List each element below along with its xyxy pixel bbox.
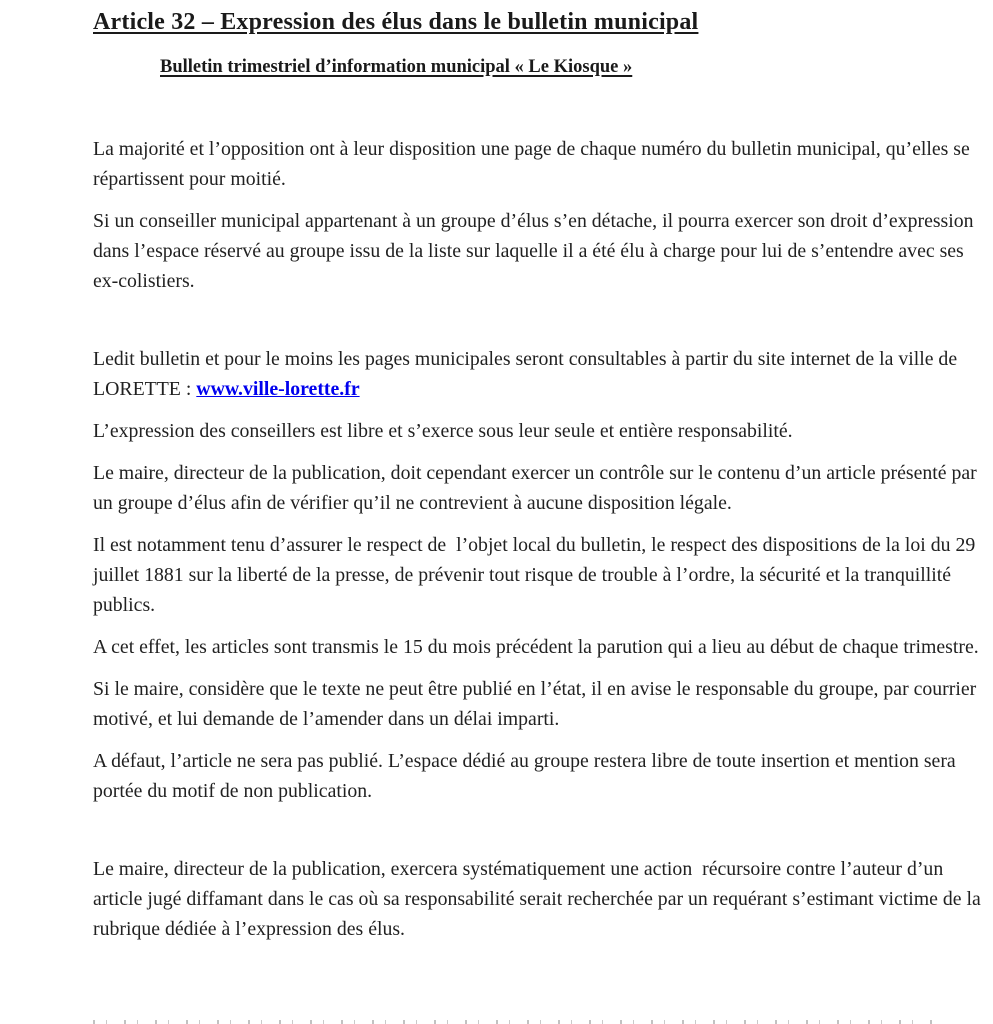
clipped-text-remnant	[93, 1020, 933, 1024]
body-paragraph: A défaut, l’article ne sera pas publié. L’espace dédié au groupe restera libre de toute insertion et mention sera portée du motif de non publication.	[93, 750, 961, 802]
body-paragraph: L’expression des conseillers est libre et s’exerce sous leur seule et entière responsabilité.	[93, 420, 793, 442]
body-paragraph: La majorité et l’opposition ont à leur disposition une page de chaque numéro du bulletin municipal, qu’elles se répartissent pour moitié.	[93, 138, 975, 190]
empty-line-spacer	[93, 818, 989, 854]
body-paragraph: Si un conseiller municipal appartenant à un groupe d’élus s’en détache, il pourra exercer son droit d’expression dans l’espace réservé au groupe issu de la liste sur laquelle il a été élu à charge pour lui de s’entendre avec ses ex-colistiers.	[93, 210, 979, 292]
body-paragraph: Si le maire, considère que le texte ne peut être publié en l’état, il en avise le responsable du groupe, par courrier motivé, et lui demande de l’amender dans un délai imparti.	[93, 678, 982, 730]
body-paragraph: Il est notamment tenu d’assurer le respect de l’objet local du bulletin, le respect des dispositions de la loi du 29 juillet 1881 sur la liberté de la presse, de prévenir tout risque de trouble à l’ordre, la sécurité et la tranquillité publics.	[93, 534, 981, 616]
article-title: Article 32 – Expression des élus dans le bulletin municipal	[93, 9, 699, 35]
body-paragraph: Le maire, directeur de la publication, doit cependant exercer un contrôle sur le contenu d’un article présenté par un groupe d’élus afin de vérifier qu’il ne contrevient à aucune disposition légale.	[93, 462, 982, 514]
paragraph-text: Ledit bulletin et pour le moins les pages municipales seront consultables à partir du site internet de la ville de LORETTE :	[93, 348, 963, 400]
website-link[interactable]: www.ville-lorette.fr	[196, 378, 360, 400]
empty-line-spacer	[93, 308, 989, 344]
body-paragraph-with-link	[93, 344, 989, 404]
bulletin-subtitle: Bulletin trimestriel d’information municipal « Le Kiosque »	[160, 57, 633, 77]
body-paragraph: A cet effet, les articles sont transmis le 15 du mois précédent la parution qui a lieu au début de chaque trimestre.	[93, 636, 979, 658]
body-paragraph: Le maire, directeur de la publication, exercera systématiquement une action récursoire contre l’auteur d’un article jugé diffamant dans le cas où sa responsabilité serait recherchée par un requérant s’estimant victime de la rubrique dédiée à l’expression des élus.	[93, 858, 986, 940]
